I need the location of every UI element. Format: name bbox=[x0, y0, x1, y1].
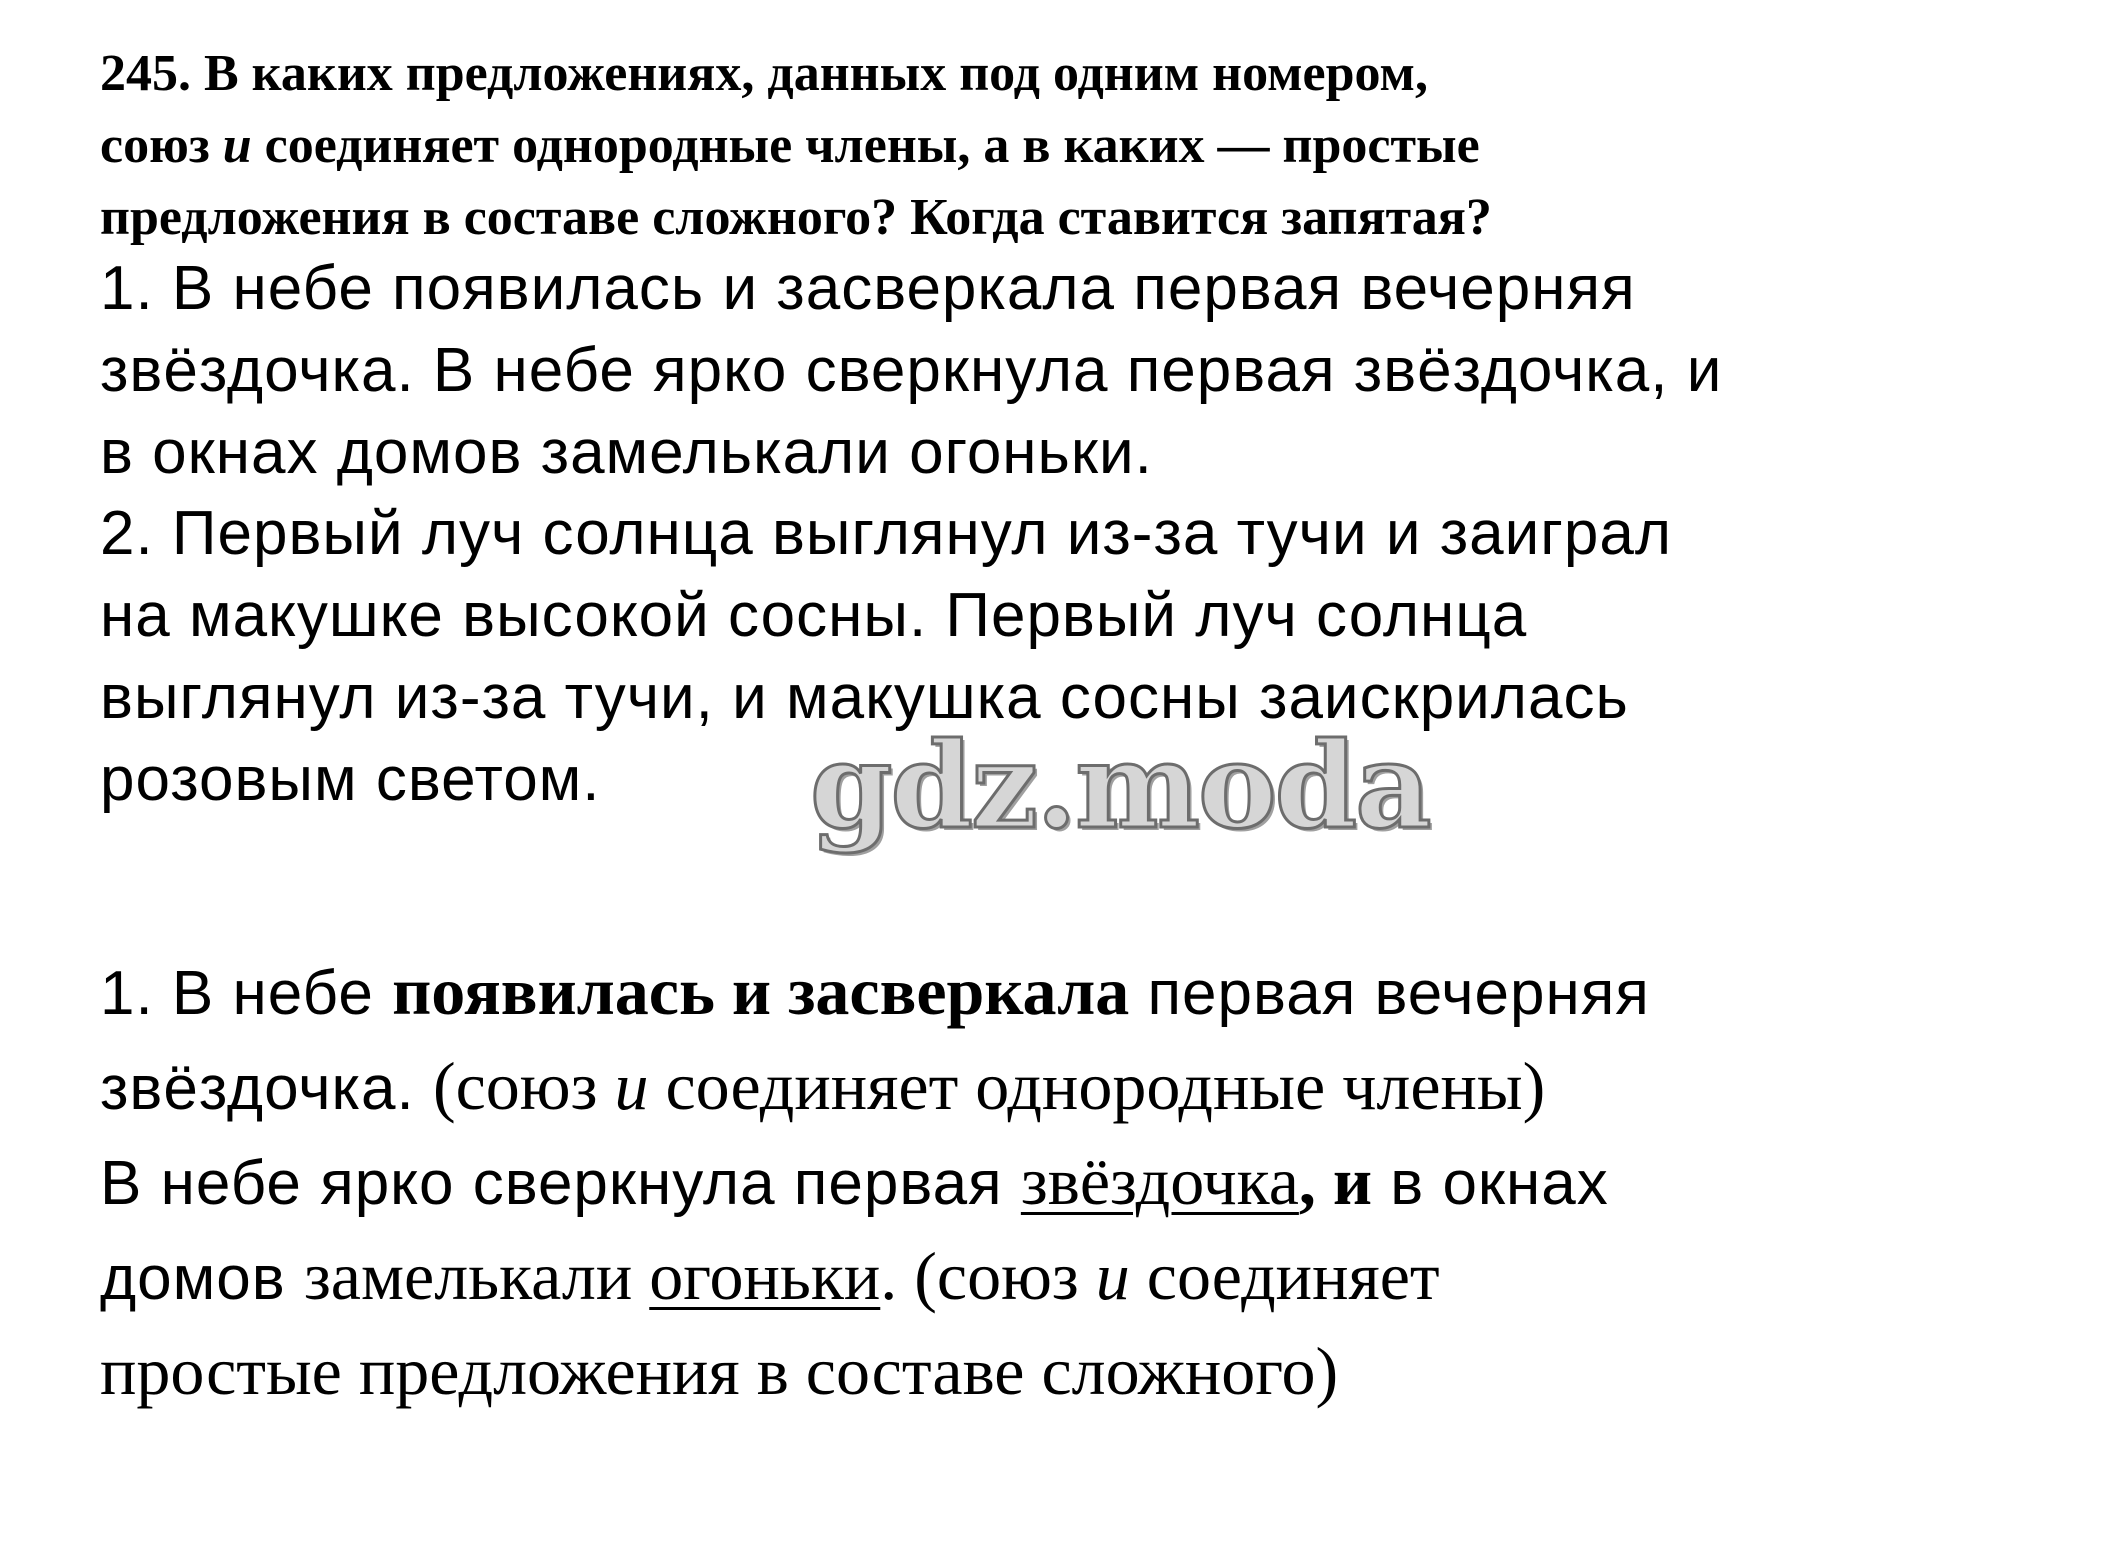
example-2-line: 2. Первый луч солнца выглянул из-за тучи и заиграл bbox=[100, 499, 1672, 568]
answer-note-text: . (союз bbox=[880, 1238, 1096, 1314]
answer-note-text: (союз bbox=[432, 1048, 615, 1124]
answer-serif-text bbox=[304, 1238, 1440, 1314]
answer-text: В небе ярко сверкнула первая bbox=[100, 1149, 1021, 1218]
task-question bbox=[100, 38, 2060, 254]
example-1-line: 1. В небе появилась и засверкала первая вечерняя bbox=[100, 254, 1636, 323]
task-text: союз bbox=[100, 117, 223, 174]
example-2-line: на макушке высокой сосны. Первый луч солнца bbox=[100, 581, 1528, 650]
answer-block bbox=[100, 944, 2080, 1419]
answer-bold-predicates: появилась и засверкала bbox=[392, 953, 1130, 1029]
task-text: соединяет однородные члены, а в каких — простые bbox=[251, 117, 1480, 174]
answer-note-text: соединяет однородные члены) bbox=[648, 1048, 1546, 1124]
example-1-line: звёздочка. В небе ярко сверкнула первая звёздочка, и bbox=[100, 336, 1723, 405]
task-italic-conjunction: и bbox=[222, 117, 252, 174]
example-2-line: выглянул из-за тучи, и макушка сосны заискрилась bbox=[100, 663, 1629, 732]
task-line: предложения в составе сложного? Когда ставится запятая? bbox=[100, 189, 1492, 246]
answer-note-text: соединяет bbox=[1129, 1238, 1440, 1314]
answer-underlined-subject: огоньки bbox=[649, 1238, 881, 1314]
task-line: 245. В каких предложениях, данных под одним номером, bbox=[100, 45, 1428, 102]
answer-text: домов bbox=[100, 1244, 304, 1313]
answer-bold-comma-conjunction: , и bbox=[1298, 1143, 1373, 1219]
answer-text: первая вечерняя bbox=[1129, 959, 1650, 1028]
answer-text: звёздочка. bbox=[100, 1054, 433, 1123]
example-1 bbox=[100, 248, 2080, 494]
answer-text: 1. В небе bbox=[100, 959, 393, 1028]
answer-note-text: замелькали bbox=[303, 1238, 650, 1314]
answer-line bbox=[100, 1134, 2080, 1229]
answer-line: простые предложения в составе сложного) bbox=[100, 1333, 1339, 1409]
answer-line bbox=[100, 1229, 2080, 1324]
answer-note bbox=[433, 1048, 1545, 1124]
answer-text: в окнах bbox=[1372, 1149, 1609, 1218]
watermark-logo: gdz.moda bbox=[810, 716, 1430, 855]
answer-italic-conjunction: и bbox=[1095, 1238, 1130, 1314]
example-2-line: розовым светом. bbox=[100, 745, 601, 814]
answer-line bbox=[100, 1039, 2080, 1134]
answer-underlined-subject: звёздочка bbox=[1020, 1143, 1299, 1219]
answer-italic-conjunction: и bbox=[614, 1048, 649, 1124]
task-line bbox=[100, 110, 2060, 182]
example-1-line: в окнах домов замелькали огоньки. bbox=[100, 418, 1153, 487]
answer-line bbox=[100, 944, 2080, 1039]
